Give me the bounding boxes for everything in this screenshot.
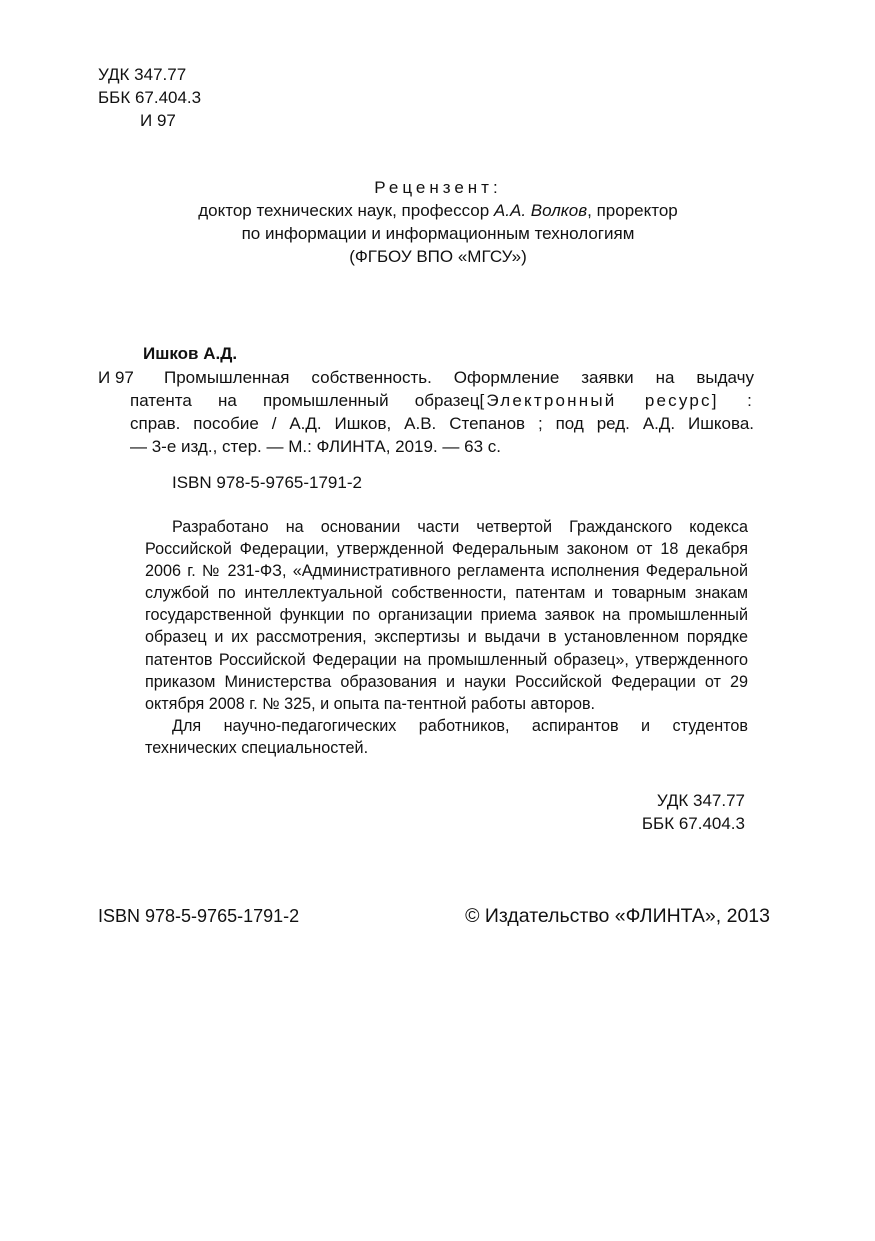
reviewer-line-1-suffix: , проректор <box>587 201 678 220</box>
record-line-4: — 3-е изд., стер. — М.: ФЛИНТА, 2019. — 63 с. <box>130 437 501 456</box>
annotation <box>145 516 748 759</box>
record-line-3: справ. пособие / А.Д. Ишков, А.В. Степанов ; под ред. А.Д. Ишкова. <box>130 414 754 433</box>
record-isbn: ISBN 978-5-9765-1791-2 <box>172 473 362 492</box>
record-line-2-title: патента на промышленный образец <box>130 391 480 410</box>
author-sign: И 97 <box>140 111 176 130</box>
footer-isbn: ISBN 978-5-9765-1791-2 <box>98 906 300 926</box>
classification-codes-bottom <box>560 789 745 835</box>
record-code: И 97 <box>98 368 134 387</box>
classification-codes-top <box>98 63 201 132</box>
reviewer-line-1 <box>98 199 778 222</box>
reviewer-heading: Рецензент: <box>374 178 502 197</box>
record-line-1: Промышленная собственность. Оформление заявки на выдачу <box>164 368 754 387</box>
reviewer-name: А.А. Волков <box>493 201 588 220</box>
reviewer-line-2: по информации и информационным технологиям <box>241 224 635 243</box>
record-line-2 <box>130 389 754 412</box>
copyright-notice: © Издательство «ФЛИНТА», 2013 <box>465 905 770 927</box>
bibliographic-record <box>130 366 754 458</box>
record-author: Ишков А.Д. <box>143 344 238 363</box>
annotation-paragraph-1: Разработано на основании части четвертой Гражданского кодекса Российской Федерации, утвержденной Федеральным законом от 18 декабря 2006 г. № 231-ФЗ, «Административного регламента исполнения Федеральной службой по интеллектуальной собственности, патентам и товарным знакам государственной функции по организации приема заявок на промышленный образец и их рассмотрения, экспертизы и выдачи в установленном порядке патентов Российской Федерации на промышленный образец», утвержденного приказом Министерства образования и науки Российской Федерации от 29 октября 2008 г. № 325, и опыта па-тентной работы авторов. <box>145 518 748 713</box>
udk-code: УДК 347.77 <box>98 65 187 84</box>
record-line-2-resource: [Электронный ресурс] : <box>479 391 754 410</box>
bbk-code: ББК 67.404.3 <box>98 88 202 107</box>
bbk-code-bottom: ББК 67.404.3 <box>641 814 745 833</box>
udk-code-bottom: УДК 347.77 <box>656 791 745 810</box>
annotation-paragraph-2: Для научно-педагогических работников, аспирантов и студентов технических специальностей. <box>145 716 748 757</box>
reviewer-block <box>98 176 778 268</box>
reviewer-line-1-prefix: доктор технических наук, профессор <box>198 201 494 220</box>
reviewer-line-3: (ФГБОУ ВПО «МГСУ») <box>349 247 527 266</box>
